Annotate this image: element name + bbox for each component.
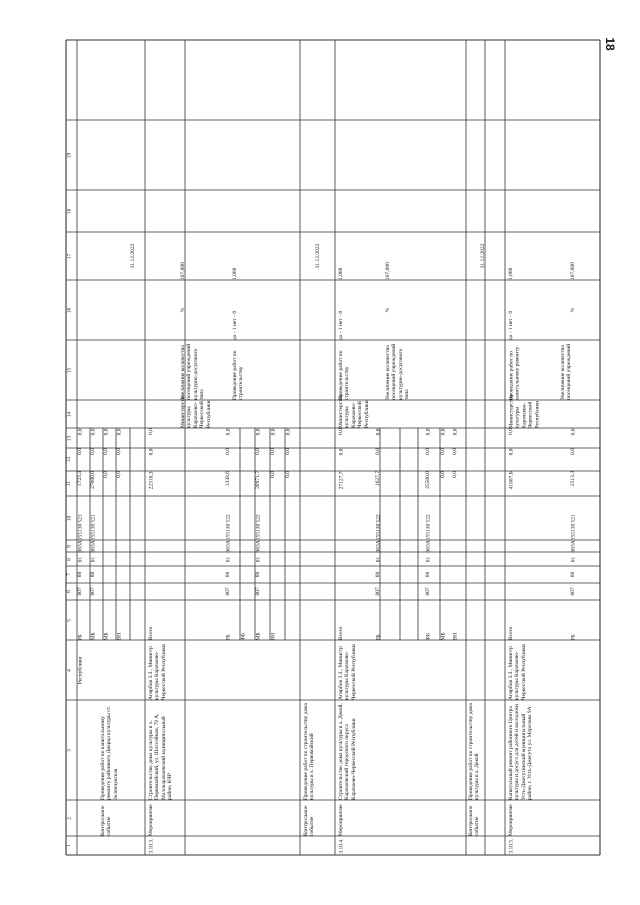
m104_c6-0: 807 [375, 587, 381, 596]
m105-c7: 08 [570, 571, 576, 578]
column-number-2: 2 [66, 816, 72, 820]
column-number-18: 18 [66, 208, 72, 214]
k1_c13-2: 0,0 [103, 428, 109, 435]
k1_c6-1: 807 [90, 587, 96, 596]
page-number: 18 [603, 37, 617, 51]
m105-c10: 521 [570, 513, 576, 523]
m105-number: 3.10.5. [508, 837, 514, 854]
k1_c12-3: 0,0 [116, 448, 122, 455]
column-number-13: 13 [66, 435, 72, 441]
m103_c10-1: 522 [255, 513, 261, 523]
m104_c12-2: 0,0 [425, 448, 431, 455]
m103-unit-b: да - 1 нет - 0 [232, 310, 238, 340]
k1_c12-0: 0,0 [77, 448, 83, 455]
k1_c13-3: 0,0 [116, 428, 122, 435]
k1_c10-0: 521 [77, 513, 83, 523]
k1-source-3: ВН [116, 632, 122, 640]
m103-name: Строительство дома культуры в х. Первомайский, ул. Шоссейная, 79 А, Малокарачаевский муниципальный район, КЧР [148, 713, 174, 800]
column-number-5: 5 [66, 618, 72, 622]
m104-unit-b: % [385, 307, 391, 313]
m104_c11-3: 0,0 [440, 471, 446, 478]
region-label: Республики [77, 656, 83, 684]
m104_c7-0: 08 [375, 571, 381, 578]
m103_c13-2: 0,0 [255, 428, 261, 435]
m104_c13-3: 0,0 [440, 428, 446, 435]
column-number-4: 4 [66, 668, 72, 672]
m103_c10-0: 522 [225, 513, 231, 523]
k1_c13-1: 0,0 [90, 428, 96, 435]
m104-number: 3.10.4. [338, 837, 344, 854]
m103-source-3: ВН [270, 632, 276, 640]
m105-c6: 807 [570, 587, 576, 596]
m104_c11-4: 0,0 [452, 471, 458, 478]
k1_c10-1: 521 [90, 513, 96, 523]
column-number-19: 19 [66, 152, 72, 158]
m103_c7-0: 08 [225, 571, 231, 578]
m103-total: Всего [148, 626, 154, 640]
m103-source-1: ФБ [240, 632, 246, 640]
m103_c6-0: 807 [225, 587, 231, 596]
m103_c13-3: 0,0 [270, 428, 276, 435]
m103_c13-4: 0,0 [285, 428, 291, 435]
m104_c13-2: 0,0 [425, 428, 431, 435]
m105-total: Всего [508, 626, 514, 640]
column-number-3: 3 [66, 748, 72, 752]
m104-indicator-b: Увеличение количества посещений учреждений культурно-досугового типа [385, 343, 411, 400]
k1-name: Проведение работ по капитальному ремонту районного Дворца культуры ст. Зеленчукская [100, 705, 119, 800]
m103-executor: Агирбов З.З., Министр культуры Карачаево-Черкесской Республики [148, 644, 167, 700]
m104-source-0: РБ [375, 633, 381, 640]
m104-source-2: МБ [440, 631, 446, 640]
m104-indicator-a: Проведение работ по строительству [338, 350, 351, 400]
m105-c12-total: 0,0 [508, 448, 514, 455]
column-number-16: 16 [66, 307, 72, 313]
m104_c9-0: 063A155130 [375, 523, 381, 552]
m104_c8-1: 01 [425, 556, 431, 562]
m105-unit-a: да - 1 нет - 0 [508, 310, 514, 340]
m103_c13-1: 0,0 [225, 428, 231, 435]
m103-source-2: МБ [255, 631, 261, 640]
k1_c9-0: 063A155130 [77, 523, 83, 552]
m105-ministry: Министерство культуры Карачаево-Черкесской Республики [508, 394, 540, 428]
column-number-6: 6 [66, 590, 72, 593]
m104_c12-4: 0,0 [452, 448, 458, 455]
m103-target-b: 1,000 [232, 267, 238, 280]
m103_c9-0: 063A155130 [225, 523, 231, 552]
m103-unit-a: % [180, 307, 186, 313]
m104_c10-1: 522 [425, 513, 431, 523]
m103_c11-3: 0,0 [270, 471, 276, 478]
m105-c11-rb: 2513,3 [570, 471, 576, 487]
m105-c13-total: 0,0 [508, 428, 514, 435]
column-number-14: 14 [66, 411, 72, 417]
m105-indicator-b: Увеличение количества посещений учреждений [560, 343, 573, 400]
m103_c12-4: 0,0 [285, 448, 291, 455]
column-number-11: 11 [66, 480, 72, 487]
m104_c11-1: 1627,7 [375, 471, 381, 487]
k1_c11-0: 1723,4 [77, 471, 83, 487]
column-number-17: 17 [66, 253, 72, 259]
m103_c7-1: 08 [255, 571, 261, 578]
m104-ministry: Министерство культуры Карачаево-Черкесской Республики [338, 394, 370, 428]
m103-c11-total: 22310,3 [148, 471, 154, 489]
k1-source-1: МБ [90, 631, 96, 640]
m104_c12-3: 0,0 [440, 448, 446, 455]
k1-source-2: МБ [103, 631, 109, 640]
m104_c8-0: 01 [375, 556, 381, 562]
m105-name: Капитальный ремонт районного Центра культуры и досуга для детей и молодежи Усть-Джегутинский муниципальный район, г. Усть-Джегута ул. Морозова 9А [508, 704, 534, 800]
k1-date: 31.12.2022 [130, 243, 136, 269]
k1-type: Контрольное событие [100, 805, 113, 836]
k3-name: Проведение работ по строительству дома культуры в а. Декой [468, 702, 481, 800]
m103_c11-4: 0,0 [285, 471, 291, 478]
m103-c12-total: 0,0 [148, 448, 154, 455]
m104-target-b: 107,000 [385, 262, 391, 280]
m103_c6-1: 807 [255, 587, 261, 596]
column-number-15: 15 [66, 367, 72, 373]
m104_c7-1: 08 [425, 571, 431, 578]
m103-ministry: Министерство культуры Карачаево-Черкесской Республики [180, 394, 212, 428]
m104-total: Всего [338, 626, 344, 640]
m103-indicator-a: Увеличение количества посещений учреждений культурно-досугового типа [180, 343, 206, 400]
m103-source-0: РБ [225, 633, 231, 640]
column-number-12: 12 [66, 456, 72, 463]
m103-target-a: 107,000 [180, 262, 186, 280]
m104-c11-total: 27127,7 [338, 471, 344, 489]
k1_c7-1: 08 [90, 571, 96, 578]
m105-type: Мероприятие [508, 804, 514, 836]
column-number-9: 9 [66, 544, 72, 548]
k3-date: 31.12.2022 [480, 243, 486, 269]
m103_c8-0: 01 [225, 556, 231, 562]
m103-number: 3.10.3. [148, 837, 154, 854]
m104-source-1: ФБ [425, 632, 431, 640]
m104-target-a: 1,000 [338, 267, 344, 280]
k1_c6-0: 807 [77, 587, 83, 596]
m105-source-0: РБ [570, 633, 576, 640]
k1_c11-2: 0,0 [103, 471, 109, 478]
m104-c12-total: 0,0 [338, 448, 344, 455]
k1_c9-1: 063A155130 [90, 523, 96, 552]
column-number-10: 10 [66, 515, 72, 521]
k2-name: Проведение работ по строительству дома культуры в х. Первомайский [303, 702, 316, 800]
m105-c9: 063A155130 [570, 523, 576, 552]
m103_c9-1: 063A155130 [255, 523, 261, 552]
k1_c12-1: 0,0 [90, 448, 96, 455]
m103-indicator-b: Проведение работ по строительству [232, 350, 245, 400]
m105-target-a: 1,000 [508, 267, 514, 280]
m104-unit-a: да - 1 нет - 0 [338, 310, 344, 340]
m104-name: Строительство дома культуры в а. Декой, Карачаевский городского округа Карачаево-Черкесской Республики [338, 703, 357, 800]
m104_c12-1: 0,0 [375, 448, 381, 455]
k2-type: Контрольное событие [303, 805, 316, 836]
m105-target-b: 107,000 [570, 262, 576, 280]
k1_c13-0: 0,0 [77, 428, 83, 435]
m105-c13-rb: 0,0 [570, 428, 576, 435]
m104_c13-1: 0,0 [375, 428, 381, 435]
k1_c8-1: 01 [90, 556, 96, 562]
m104-source-3: ВН [452, 632, 458, 640]
k3-type: Контрольное событие [468, 805, 481, 836]
m103_c12-3: 0,0 [270, 448, 276, 455]
column-number-8: 8 [66, 557, 72, 561]
k1_c12-2: 0,0 [103, 448, 109, 455]
m104-c13-total: 0,0 [338, 428, 344, 435]
m105-indicator-a: Проведение работ по капитальному ремонту [508, 346, 521, 400]
m105-c8: 01 [570, 556, 576, 562]
m104-type: Мероприятие [338, 804, 344, 836]
k1_c11-1: 27000,0 [90, 471, 96, 489]
m105-unit-b: % [570, 307, 576, 313]
m105-c11-total: 41887,6 [508, 471, 514, 489]
k1_c7-0: 08 [77, 571, 83, 578]
m105-executor: Агирбов З.З., Министр культуры Карачаево-Черкесской Республики [508, 644, 527, 700]
m104_c10-0: 522 [375, 513, 381, 523]
m103_c8-1: 01 [255, 556, 261, 562]
m104-executor: Агирбов З.З., Министр культуры Карачаево-Черкесской Республики [338, 644, 357, 700]
m104_c13-4: 0,0 [452, 428, 458, 435]
m103-c13-total: 0,0 [148, 428, 154, 435]
m104_c11-2: 25500,0 [425, 471, 431, 489]
m103_c11-1: 1338,6 [225, 471, 231, 487]
k2-date: 31.12.2022 [315, 243, 321, 269]
k1_c8-0: 01 [77, 556, 83, 562]
m103_c12-2: 0,0 [255, 448, 261, 455]
column-number-1: 1 [66, 844, 72, 847]
m104_c6-1: 807 [425, 587, 431, 596]
column-number-7: 7 [66, 573, 72, 576]
m103_c12-1: 0,0 [225, 448, 231, 455]
m105-c12-rb: 0,0 [570, 448, 576, 455]
k1_c11-3: 0,0 [116, 471, 122, 478]
k1-source-0: РБ [77, 633, 83, 640]
m104_c9-1: 063A155130 [425, 523, 431, 552]
m103_c11-2: 20971,7 [255, 471, 261, 489]
m103-type: Мероприятие [148, 804, 154, 836]
